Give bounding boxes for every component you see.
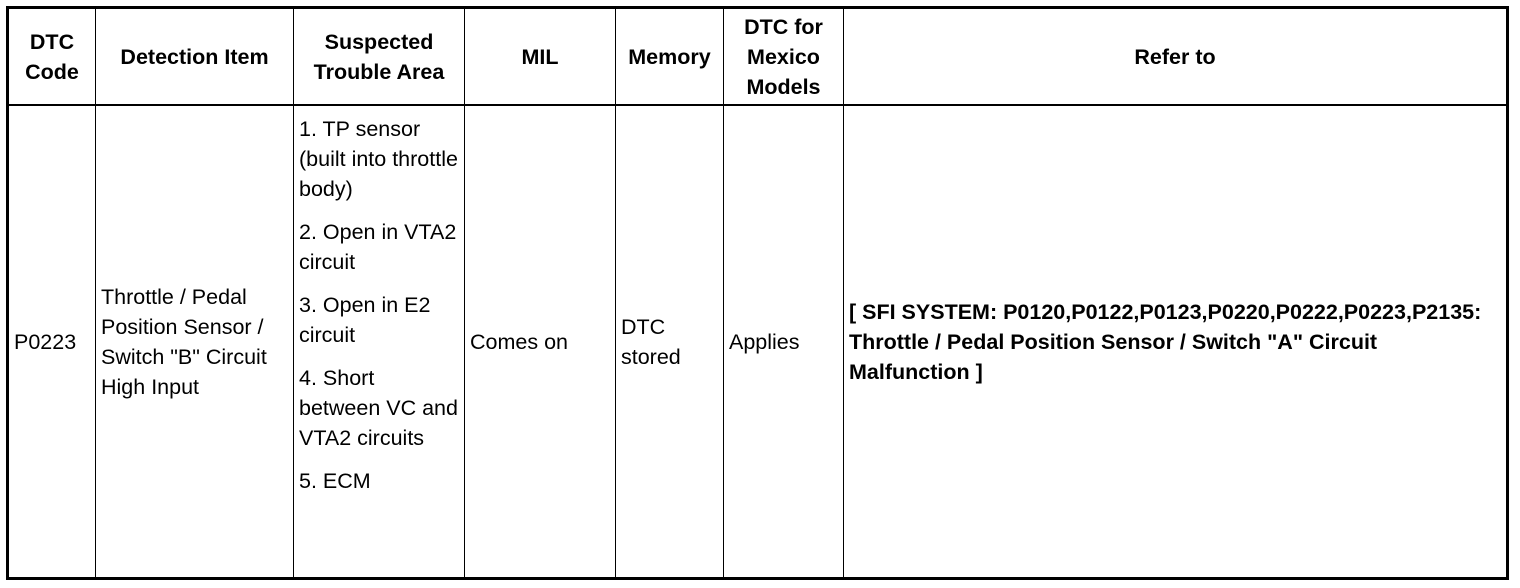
- suspected-area-item: 5. ECM: [299, 469, 371, 493]
- suspected-area-item: 4. Short between VC and VTA2 circuits: [299, 366, 458, 450]
- dtc-table: [6, 6, 1509, 580]
- header-suspected-area: Suspected Trouble Area: [294, 8, 465, 106]
- header-mexico-models: DTC for Mexico Models: [724, 8, 844, 106]
- table-row: [8, 105, 1508, 579]
- cell-mexico-models: Applies: [724, 105, 844, 579]
- suspected-area-item: 3. Open in E2 circuit: [299, 293, 431, 347]
- cell-mil: Comes on: [465, 105, 616, 579]
- cell-detection-item: Throttle / Pedal Position Sensor / Switch "B" Circuit High Input: [96, 105, 294, 579]
- cell-dtc-code: P0223: [8, 105, 96, 579]
- header-refer-to: Refer to: [844, 8, 1508, 106]
- cell-memory: DTC stored: [616, 105, 724, 579]
- header-row: [8, 8, 1508, 106]
- refer-to-link[interactable]: [ SFI SYSTEM: P0120,P0122,P0123,P0220,P0222,P0223,P2135: Throttle / Pedal Position Sensor / Switch "A" Circuit Malfunction ]: [844, 105, 1508, 579]
- cell-suspected-area: [294, 105, 465, 579]
- header-memory: Memory: [616, 8, 724, 106]
- header-mil: MIL: [465, 8, 616, 106]
- header-detection-item: Detection Item: [96, 8, 294, 106]
- suspected-area-item: 2. Open in VTA2 circuit: [299, 220, 457, 274]
- header-dtc-code: DTC Code: [8, 8, 96, 106]
- suspected-area-item: 1. TP sensor (built into throttle body): [299, 117, 458, 201]
